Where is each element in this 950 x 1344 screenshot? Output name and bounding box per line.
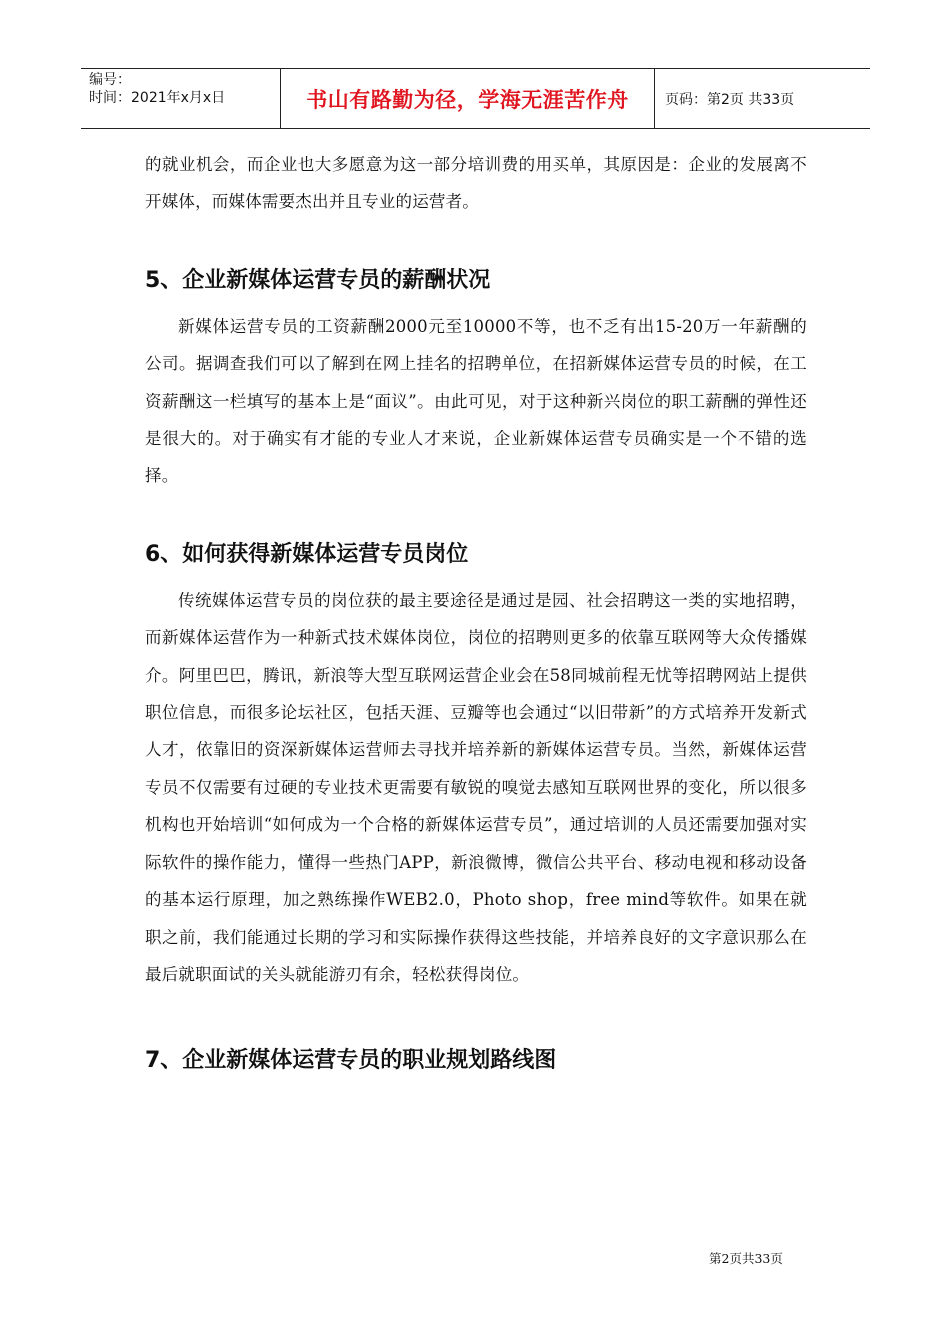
- page-footer: 第2页共33页: [709, 1251, 783, 1266]
- document-body: [145, 146, 807, 1074]
- header-page-info: 页码：第2页 共33页: [665, 91, 795, 108]
- document-number-label: 编号：: [89, 72, 131, 88]
- page-header: [81, 68, 870, 129]
- section-6-paragraph: 传统媒体运营专员的岗位获的最主要途径是通过是园、社会招聘这一类的实地招聘，而新媒体运营作为一种新式技术媒体岗位，岗位的招聘则更多的依靠互联网等大众传播媒介。阿里巴巴，腾讯，新浪等大型互联网运营企业会在58同城前程无忧等招聘网站上提供职位信息，而很多论坛社区，包括天涯、豆瓣等也会通过“以旧带新”的方式培养开发新式人才，依靠旧的资深新媒体运营师去寻找并培养新的新媒体运营专员。当然，新媒体运营专员不仅需要有过硬的专业技术更需要有敏锐的嗅觉去感知互联网世界的变化，所以很多机构也开始培训“如何成为一个合格的新媒体运营专员”，通过培训的人员还需要加强对实际软件的操作能力，懂得一些热门APP，新浪微博，微信公共平台、移动电视和移动设备的基本运行原理，加之熟练操作WEB2.0，Photo shop，free mind等软件。如果在就职之前，我们能通过长期的学习和实际操作获得这些技能，并培养良好的文字意识那么在最后就职面试的关头就能游刃有余，轻松获得岗位。: [145, 590, 807, 984]
- intro-paragraph: 的就业机会，而企业也大多愿意为这一部分培训费的用买单，其原因是：企业的发展离不开媒体，而媒体需要杰出并且专业的运营者。: [145, 155, 807, 212]
- section-5-paragraph: 新媒体运营专员的工资薪酬2000元至10000不等，也不乏有出15-20万一年薪酬的公司。据调查我们可以了解到在网上挂名的招聘单位，在招新媒体运营专员的时候，在工资薪酬这一栏填写的基本上是“面议”。由此可见，对于这种新兴岗位的职工薪酬的弹性还是很大的。对于确实有才能的专业人才来说，企业新媒体运营专员确实是一个不错的选择。: [145, 316, 807, 486]
- header-motto: 书山有路勤为径，学海无涯苦作舟: [281, 69, 655, 128]
- header-meta: [81, 69, 281, 128]
- section-7-heading: 7、企业新媒体运营专员的职业规划路线图: [145, 1048, 557, 1074]
- section-5-heading: 5、企业新媒体运营专员的薪酬状况: [145, 267, 491, 293]
- section-6-heading: 6、如何获得新媒体运营专员岗位: [145, 541, 469, 567]
- document-time: 时间：2021年x月x日: [89, 90, 226, 106]
